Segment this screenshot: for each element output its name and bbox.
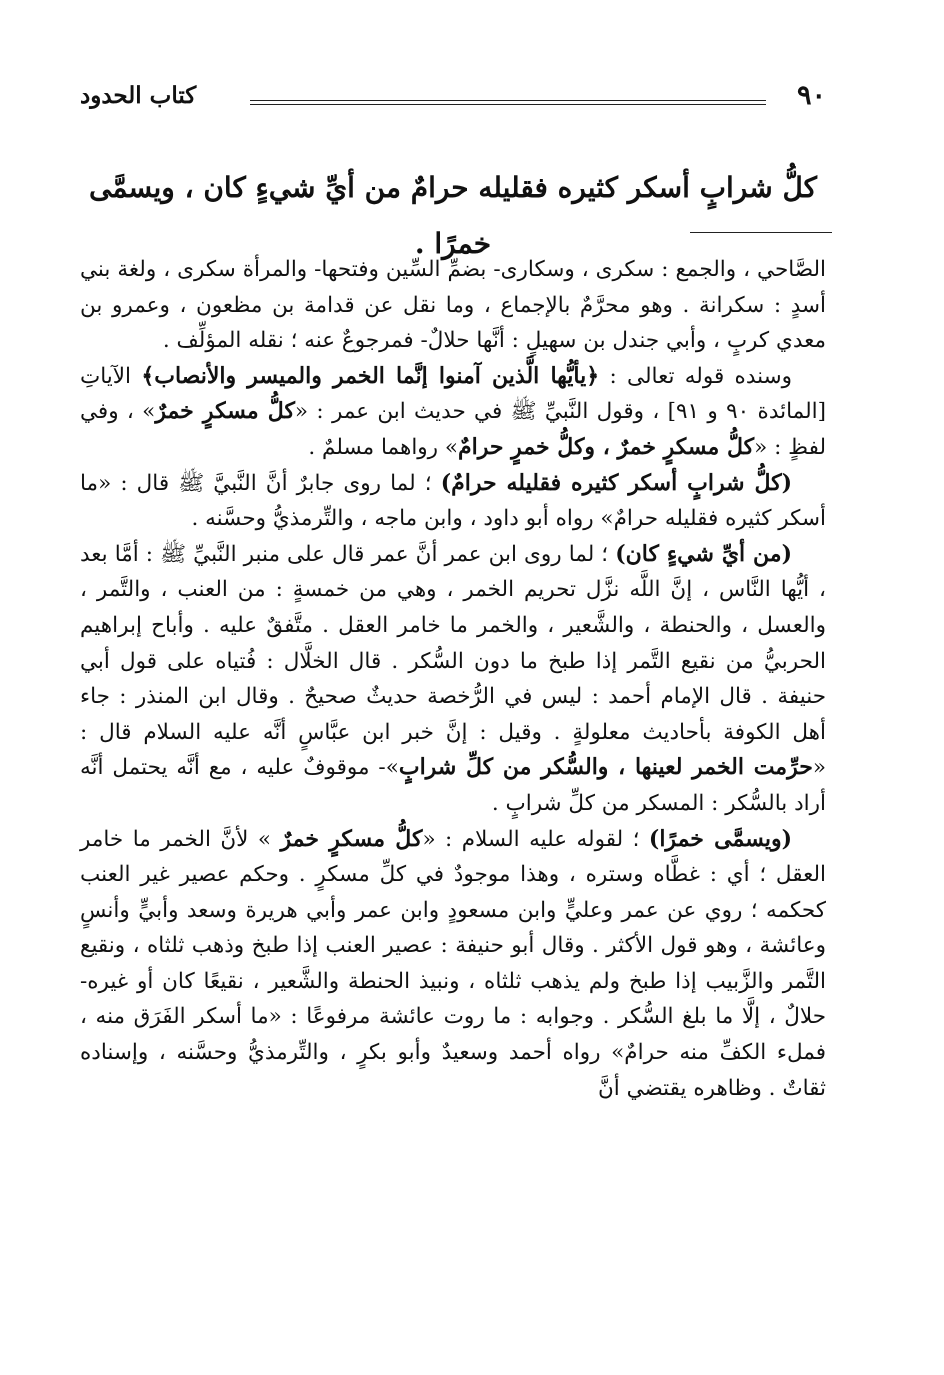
quoted-text: (كلُّ شرابٍ أسكر كثيره فقليله حرامٌ) — [440, 469, 793, 496]
paragraph-text: ؛ لقوله عليه السلام : « — [422, 826, 649, 852]
matn-text: كلُّ شرابٍ أسكر كثيره فقليله حرامٌ من أيِّ شيءٍ كان ، ويسمَّى خمرًا . — [89, 171, 817, 260]
paragraph-text: » لأنَّ الخمر ما خامر العقل ؛ أي : غطَّاه وستره ، وهذا موجودٌ في كلِّ مسكرٍ . وحكم عصير غير العنب كحكمه ؛ روي عن عمر وعليٍّ وابن مسعودٍ وابن عمر وأبي هريرة وسعد وأبيٍّ وأنسٍ وعائشة ، وهو قول الأكثر . وقال أبو حنيفة : عصير العنب إذا طبخ وذهب ثلثاه ، ونقيع التَّمر والزَّبيب إذا طبخ ولم يذهب ثلثاه ، ونبيذ الحنطة والشَّعير ، نقيعًا كان أو غيره- حلالٌ ، إلَّا ما بلغ السُّكر . وجوابه : ما روت عائشة مرفوعًا : «ما أسكر الفَرَق منه ، فملء الكفِّ منه حرامٌ» رواه أحمد وسعيدٌ وأبو بكرٍ ، والتِّرمذيُّ وحسَّنه ، وإسناده ثقاتٌ . وظاهره يقتضي أنَّ — [80, 826, 826, 1101]
commentary-text — [80, 252, 826, 1106]
matn-separator-rule — [690, 232, 832, 233]
quoted-text: ﴿يأيُّها الَّذين آمنوا إنَّما الخمر والميسر والأنصاب﴾ — [141, 362, 600, 389]
paragraph — [80, 822, 826, 1107]
paragraph — [80, 252, 826, 359]
quoted-text: كلُّ مسكرٍ خمرٌ — [280, 825, 423, 852]
page-number: ٩٠ — [796, 80, 826, 111]
quoted-text: (من أيِّ شيءٍ كان) — [615, 540, 792, 567]
paragraph-text: »- موقوفٌ عليه ، مع أنَّه يحتمل أنَّه أراد بالسُّكر : المسكر من كلِّ شرابٍ . — [80, 755, 826, 816]
paragraph-text: الآياتِ [المائدة ٩٠ و ٩١] ، وقول النَّبيِّ ﷺ في حديث ابن عمر : « — [80, 363, 826, 425]
quoted-text: كلُّ مسكرٍ خمرٌ ، وكلُّ خمرٍ حرامٌ — [458, 433, 755, 460]
quoted-text: كلُّ مسكرٍ خمرٌ — [155, 398, 295, 425]
quoted-text: حرِّمت الخمر لعينها ، والسُّكر من كلِّ شرابٍ — [398, 754, 813, 781]
paragraph — [80, 359, 826, 466]
quoted-text: (ويسمَّى خمرًا) — [648, 825, 793, 852]
paragraph-text: ؛ لما روى جابرٌ أنَّ النَّبيَّ ﷺ قال : «ما أسكر كثيره فقليله حرامٌ» رواه أبو داود ، وابن ماجه ، والتِّرمذيُّ وحسَّنه . — [80, 470, 826, 532]
paragraph — [80, 537, 826, 822]
page-header — [80, 78, 826, 126]
paragraph-text: الصَّاحي ، والجمع : سكرى ، وسكارى- بضمِّ السِّين وفتحها- والمرأة سكرى ، ولغة بني أسدٍ : سكرانة . وهو محرَّمٌ بالإجماع ، وما نقل عن قدامة بن مظعون ، وعمرو بن معدي كربٍ ، وأبي جندل بن سهيلٍ : أنَّها حلالٌ- فمرجوعٌ عنه ؛ نقله المؤلِّف . — [80, 257, 826, 354]
paragraph-text: » ، وفي لفظٍ : « — [80, 399, 826, 460]
paragraph — [80, 466, 826, 537]
header-rule — [250, 100, 766, 105]
paragraph-text: وسنده قوله تعالى : — [599, 363, 792, 389]
running-title: كتاب الحدود — [80, 82, 197, 109]
paragraph-text: ؛ لما روى ابن عمر أنَّ عمر قال على منبر النَّبيِّ ﷺ : أمَّا بعد ، أيُّها النَّاس ، إنَّ اللَّه نزَّل تحريم الخمر ، وهي من خمسةٍ : من العنب ، والتَّمر ، والعسل ، والحنطة ، والشَّعير ، والخمر ما خامر العقل . متَّفقٌ عليه . وأباح إبراهيم الحربيُّ من نقيع التَّمر إذا طبخ ما دون السُّكر . قال الخلَّال : فُتياه على قول أبي حنيفة . قال الإمام أحمد : ليس في الرُّخصة حديثٌ صحيحٌ . وقال ابن المنذر : جاء أهل الكوفة بأحاديث معلولةٍ . وقيل : إنَّ خبر ابن عبَّاسٍ أنَّه عليه السلام قال : « — [80, 541, 826, 781]
paragraph-text: » رواهما مسلمٌ . — [308, 434, 459, 460]
